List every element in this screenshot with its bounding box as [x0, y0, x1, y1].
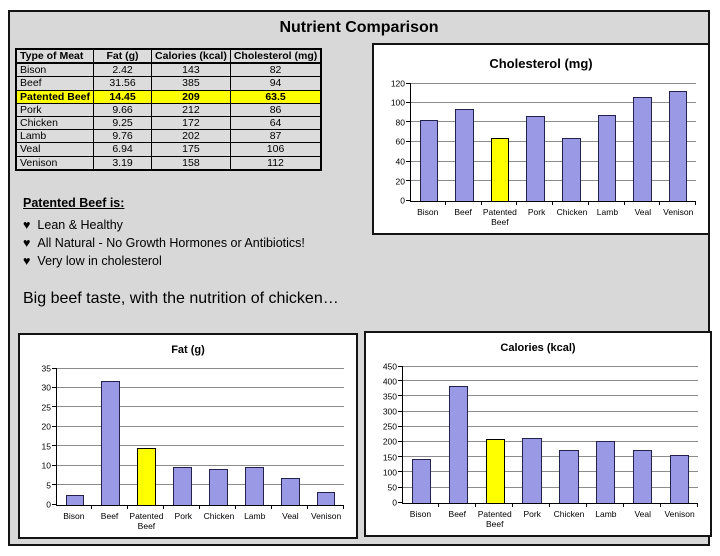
y-axis-tick-label: 0 [400, 195, 405, 206]
highlighted-bar [137, 448, 156, 504]
bar-slot [201, 368, 237, 505]
bar-series [57, 368, 344, 505]
table-cell: 6.94 [94, 143, 152, 156]
table-cell: 3.19 [94, 156, 152, 170]
table-cell: 86 [230, 103, 321, 116]
column-header-meat: Type of Meat [16, 49, 94, 63]
bar [598, 115, 617, 200]
bar [209, 469, 228, 505]
plot [382, 360, 698, 508]
x-axis-category-label: Lamb [595, 508, 617, 519]
x-axis-category-label: Bison [417, 206, 439, 217]
x-axis-category-label: Bison [409, 508, 432, 519]
bar-slot [308, 368, 344, 505]
y-axis-tick-label: 100 [390, 97, 405, 108]
table-cell: 143 [152, 63, 231, 77]
bar [669, 91, 688, 201]
y-axis-tick-label: 400 [382, 375, 397, 386]
bar-slot [272, 368, 308, 505]
bar-slot [403, 366, 440, 503]
y-axis-tick-label: 10 [41, 460, 51, 471]
y-axis-tick-label: 350 [382, 391, 397, 402]
bar-slot [482, 83, 518, 201]
table-row [16, 63, 321, 77]
table-cell: Veal [16, 143, 94, 156]
bar-slot [551, 366, 588, 503]
table-cell: 87 [230, 130, 321, 143]
table-cell: 385 [152, 77, 231, 90]
heart-bullet-icon: ♥ [23, 254, 31, 268]
y-axis-tick-label: 15 [41, 440, 51, 451]
y-axis-tick-label: 150 [382, 451, 397, 462]
y-axis-tick-label: 250 [382, 421, 397, 432]
y-axis-tick-label: 20 [41, 421, 51, 432]
table-cell: 158 [152, 156, 231, 170]
table-cell: Patented Beef [16, 90, 94, 103]
x-axis-category-label: Patented Beef [477, 508, 512, 530]
bullet-item [23, 254, 305, 268]
x-axis-labels [402, 507, 698, 530]
table-cell: 172 [152, 116, 231, 129]
table-row [16, 130, 321, 143]
x-axis-category-label: Patented Beef [482, 206, 517, 228]
y-axis-tick-label: 50 [387, 482, 397, 493]
y-axis-tick-label: 5 [46, 479, 51, 490]
bar-slot [477, 366, 514, 503]
chart-title: Calories (kcal) [500, 342, 576, 354]
patented-beef-heading: Patented Beef is: [23, 196, 125, 210]
slide-title: Nutrient Comparison [279, 19, 439, 36]
table-cell: 64 [230, 116, 321, 129]
heart-bullet-icon: ♥ [23, 236, 31, 250]
y-axis-tick-label: 120 [390, 77, 405, 88]
bullet-item [23, 236, 305, 250]
table-cell: 82 [230, 63, 321, 77]
bar-slot [587, 366, 624, 503]
table-row [16, 143, 321, 156]
table-row [16, 90, 321, 103]
table-cell: 175 [152, 143, 231, 156]
patented-beef-block [23, 196, 305, 272]
plot [390, 77, 696, 206]
x-axis-category-label: Venison [663, 206, 694, 217]
bullet-item [23, 218, 305, 232]
bar-slot [660, 83, 696, 201]
table-cell: Beef [16, 77, 94, 90]
x-axis-category-label: Chicken [203, 510, 235, 521]
table-cell: 2.42 [94, 63, 152, 77]
bar [596, 441, 615, 502]
table-cell: Pork [16, 103, 94, 116]
nutrient-table [15, 48, 322, 171]
y-axis-tick-label: 200 [382, 436, 397, 447]
table-cell: Venison [16, 156, 94, 170]
x-axis-category-label: Lamb [244, 510, 266, 521]
y-axis-tick-label: 25 [41, 401, 51, 412]
calories-chart [364, 331, 712, 537]
bullet-text: Lean & Healthy [37, 218, 123, 232]
x-axis-labels [410, 205, 696, 228]
bar-series [403, 366, 698, 503]
heart-bullet-icon: ♥ [23, 218, 31, 232]
bar [633, 97, 652, 201]
tagline: Big beef taste, with the nutrition of chicken… [23, 290, 339, 307]
chart-plot-area [382, 360, 698, 530]
table-cell: 209 [152, 90, 231, 103]
bar [245, 467, 264, 505]
y-axis-tick-label: 35 [41, 362, 51, 373]
y-axis-tick-label: 0 [46, 499, 51, 510]
table-cell: 202 [152, 130, 231, 143]
chart-plot-area [390, 77, 696, 228]
bar [449, 386, 468, 503]
x-axis-category-label: Chicken [553, 508, 585, 519]
table-row [16, 116, 321, 129]
bar-slot [625, 83, 661, 201]
bar [562, 138, 581, 201]
bar-slot [440, 366, 477, 503]
chart-plot-area [41, 362, 344, 532]
bar-slot [589, 83, 625, 201]
bar-slot [661, 366, 698, 503]
table-cell: 94 [230, 77, 321, 90]
y-axis-tick-label: 20 [395, 175, 405, 186]
y-axis-tick-label: 0 [392, 497, 397, 508]
x-axis-category-label: Bison [63, 510, 85, 521]
column-header-fat: Fat (g) [94, 49, 152, 63]
highlighted-bar [491, 138, 510, 200]
table-cell: 63.5 [230, 90, 321, 103]
y-axis-tick-label: 100 [382, 467, 397, 478]
highlighted-bar [486, 439, 505, 503]
x-axis-category-label: Pork [523, 508, 541, 519]
bar-slot [236, 368, 272, 505]
table-cell: Chicken [16, 116, 94, 129]
table-cell: 212 [152, 103, 231, 116]
bar [101, 381, 120, 504]
x-axis-category-label: Chicken [556, 206, 588, 217]
bar [670, 455, 689, 503]
x-axis-labels [56, 509, 344, 532]
table-cell: 106 [230, 143, 321, 156]
bar [522, 438, 541, 502]
bar-slot [129, 368, 165, 505]
bar [281, 478, 300, 505]
x-axis-category-label: Beef [100, 510, 119, 521]
bar-series [411, 83, 696, 201]
table-cell: 9.66 [94, 103, 152, 116]
y-axis-tick-label: 60 [395, 136, 405, 147]
bullet-text: All Natural - No Growth Hormones or Antibiotics! [37, 236, 305, 250]
bar [420, 120, 439, 200]
bar-slot [411, 83, 447, 201]
bullet-list [23, 218, 305, 268]
table-cell: 31.56 [94, 77, 152, 90]
x-axis-category-label: Veal [634, 206, 652, 217]
table-cell: 9.76 [94, 130, 152, 143]
chart-title: Fat (g) [171, 344, 205, 356]
table-row [16, 103, 321, 116]
plot [41, 362, 344, 510]
bar [66, 495, 85, 504]
y-axis-tick-label: 80 [395, 117, 405, 128]
table-cell: 112 [230, 156, 321, 170]
y-axis-tick-label: 40 [395, 156, 405, 167]
table-cell: 14.45 [94, 90, 152, 103]
x-axis-category-label: Pork [527, 206, 546, 217]
y-axis-tick-label: 300 [382, 406, 397, 417]
x-axis-category-label: Veal [282, 510, 299, 521]
column-header-calories: Calories (kcal) [152, 49, 231, 63]
x-axis-category-label: Patented Beef [129, 510, 164, 532]
table-cell: Lamb [16, 130, 94, 143]
x-axis-category-label: Veal [634, 508, 652, 519]
slide [8, 10, 710, 546]
bar [317, 492, 336, 504]
x-axis-category-label: Pork [174, 510, 193, 521]
bar-slot [93, 368, 129, 505]
cholesterol-chart [372, 43, 710, 235]
table-cell: Bison [16, 63, 94, 77]
table-row [16, 77, 321, 90]
bullet-text: Very low in cholesterol [37, 254, 162, 268]
y-axis-tick-label: 450 [382, 360, 397, 371]
bar-slot [165, 368, 201, 505]
column-header-cholesterol: Cholesterol (mg) [230, 49, 321, 63]
table-cell: 9.25 [94, 116, 152, 129]
bar [455, 109, 474, 201]
x-axis-category-label: Venison [310, 510, 342, 521]
bar-slot [57, 368, 93, 505]
chart-title: Cholesterol (mg) [489, 56, 593, 71]
x-axis-category-label: Beef [448, 508, 467, 519]
bar [633, 450, 652, 503]
bar [526, 116, 545, 200]
fat-chart [18, 333, 358, 539]
bar [412, 459, 431, 502]
x-axis-category-label: Beef [454, 206, 472, 217]
table-row [16, 156, 321, 170]
x-axis-category-label: Venison [664, 508, 695, 519]
bar-slot [624, 366, 661, 503]
x-axis-category-label: Lamb [596, 206, 619, 217]
bar-slot [514, 366, 551, 503]
bar [559, 450, 578, 502]
bar-slot [518, 83, 554, 201]
bar-slot [554, 83, 590, 201]
bar-slot [447, 83, 483, 201]
table-header-row [16, 49, 321, 63]
y-axis-tick-label: 30 [41, 382, 51, 393]
bar [173, 467, 192, 505]
